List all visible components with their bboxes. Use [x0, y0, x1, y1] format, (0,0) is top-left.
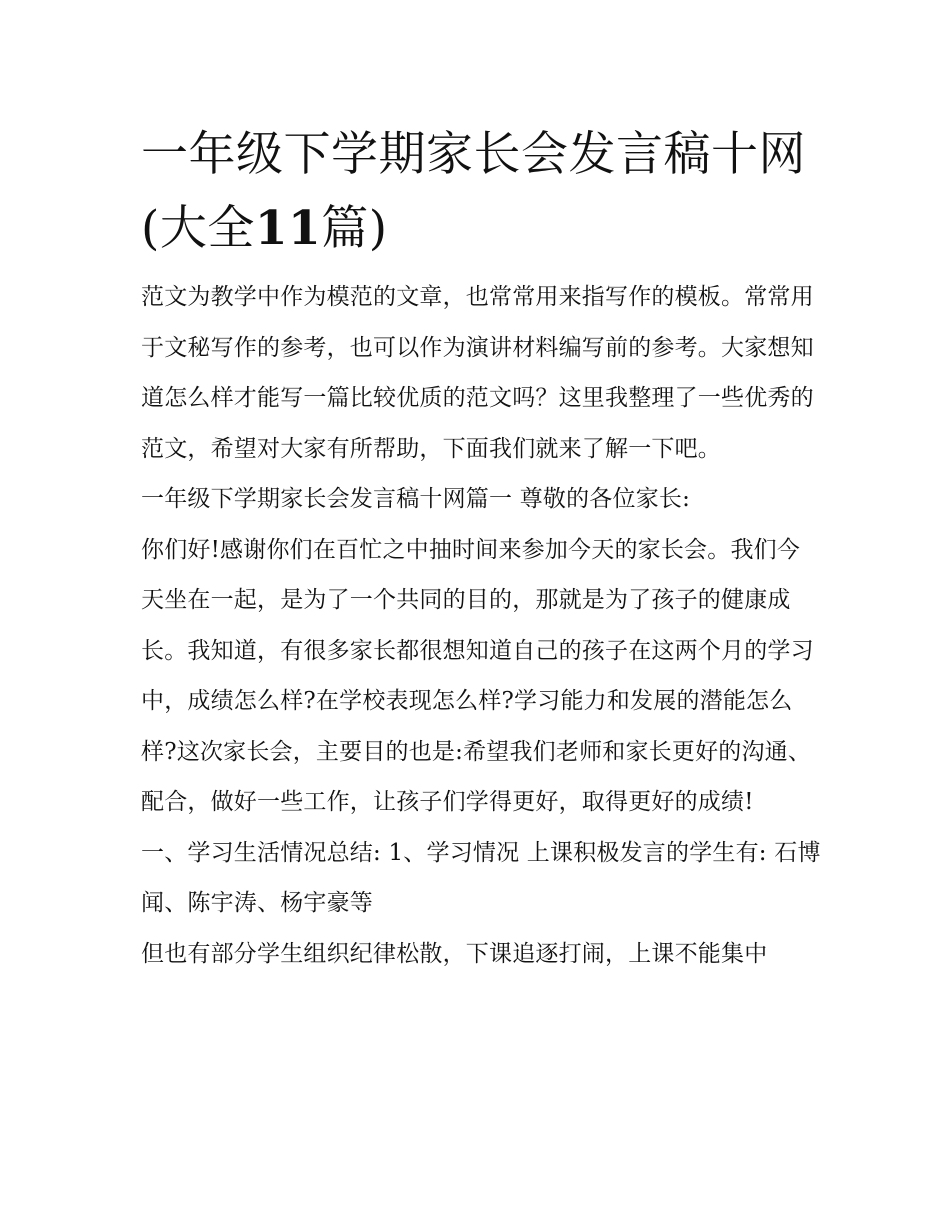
title-number: 11 — [254, 201, 322, 256]
discipline-paragraph: 但也有部分学生组织纪律松散，下课追逐打闹，上课不能集中 — [141, 940, 768, 967]
summary-paragraph: 一、学习生活情况总结: 1、学习情况 上课积极发言的学生有: 石博闻、陈宇涛、杨宇豪等 — [141, 839, 821, 916]
intro-paragraph: 范文为教学中作为模范的文章，也常常用来指写作的模板。常常用于文秘写作的参考，也可以作为演讲材料编写前的参考。大家想知道怎么样才能写一篇比较优质的范文吗？这里我整理了一些优秀的范文，希望对大家有所帮助，下面我们就来了解一下吧。 — [141, 284, 814, 462]
document-body — [141, 118, 821, 979]
greeting-paragraph: 你们好!感谢你们在百忙之中抽时间来参加今天的家长会。我们今天坐在一起，是为了一个共同的目的，那就是为了孩子的健康成长。我知道，有很多家长都很想知道自己的孩子在这两个月的学习中，成绩怎么样?在学校表现怎么样?学习能力和发展的潜能怎么样?这次家长会，主要目的也是:希望我们老师和家长更好的沟通、配合，做好一些工作，让孩子们学得更好，取得更好的成绩! — [141, 536, 814, 815]
title-text: 一年级下学期家长会发言稿十网(大全 — [141, 127, 806, 256]
title-suffix: 篇) — [321, 201, 388, 256]
document-title — [141, 118, 821, 266]
section-heading: 一年级下学期家长会发言稿十网篇一 尊敬的各位家长: — [141, 486, 691, 512]
